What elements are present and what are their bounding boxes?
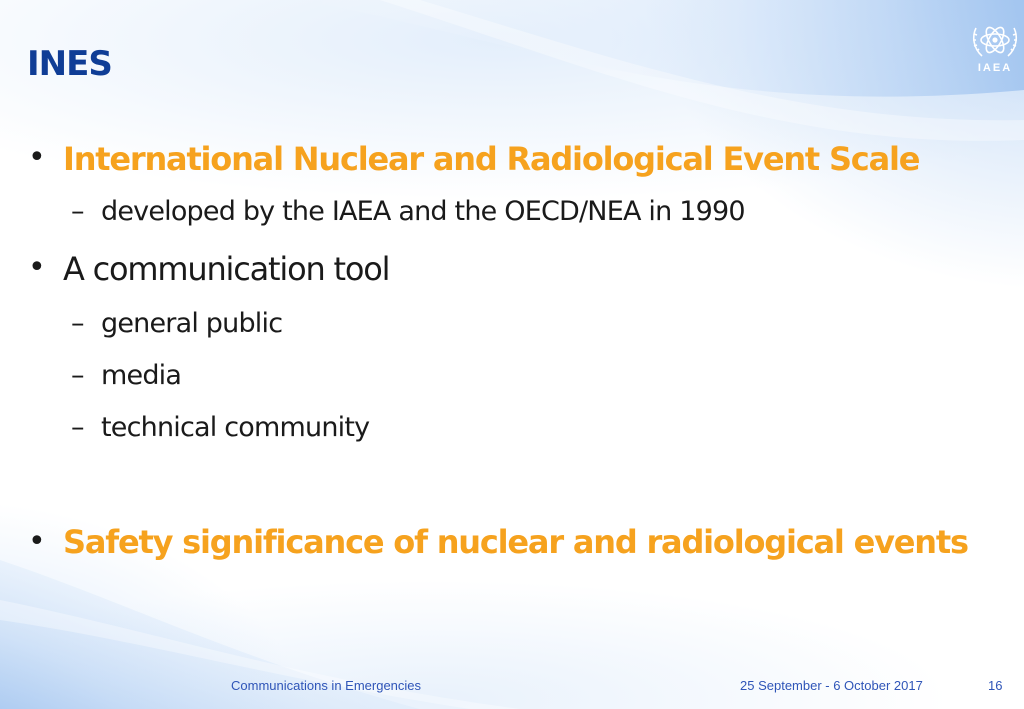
footer-title: Communications in Emergencies (231, 678, 422, 693)
sub-bullet-technical-community (71, 414, 369, 441)
bullet-communication-tool: A communication tool (63, 250, 390, 288)
bullet-marker: • (28, 140, 46, 175)
bullet-ines-full-name: International Nuclear and Radiological Event Scale (63, 140, 920, 178)
sub-bullet-media (71, 362, 181, 389)
footer-date: 25 September - 6 October 2017 (740, 678, 923, 693)
bullet-marker: • (28, 524, 46, 559)
dash-marker: – (71, 360, 84, 391)
dash-marker: – (71, 196, 84, 227)
page-number: 16 (988, 678, 1003, 693)
bullet-marker: • (28, 250, 46, 285)
sub-bullet-text: technical community (101, 412, 370, 443)
sub-bullet-text: media (101, 360, 182, 391)
sub-bullet-general-public (71, 310, 282, 337)
sub-bullet-developed (71, 198, 745, 225)
slide-title: INES (27, 44, 112, 84)
sub-bullet-text: general public (101, 308, 283, 339)
dash-marker: – (71, 308, 84, 339)
logo-text: IAEA (977, 62, 1013, 74)
bullet-safety-significance: Safety significance of nuclear and radiological events (63, 523, 968, 561)
sub-bullet-text: developed by the IAEA and the OECD/NEA in 1990 (101, 196, 745, 227)
dash-marker: – (71, 412, 84, 443)
